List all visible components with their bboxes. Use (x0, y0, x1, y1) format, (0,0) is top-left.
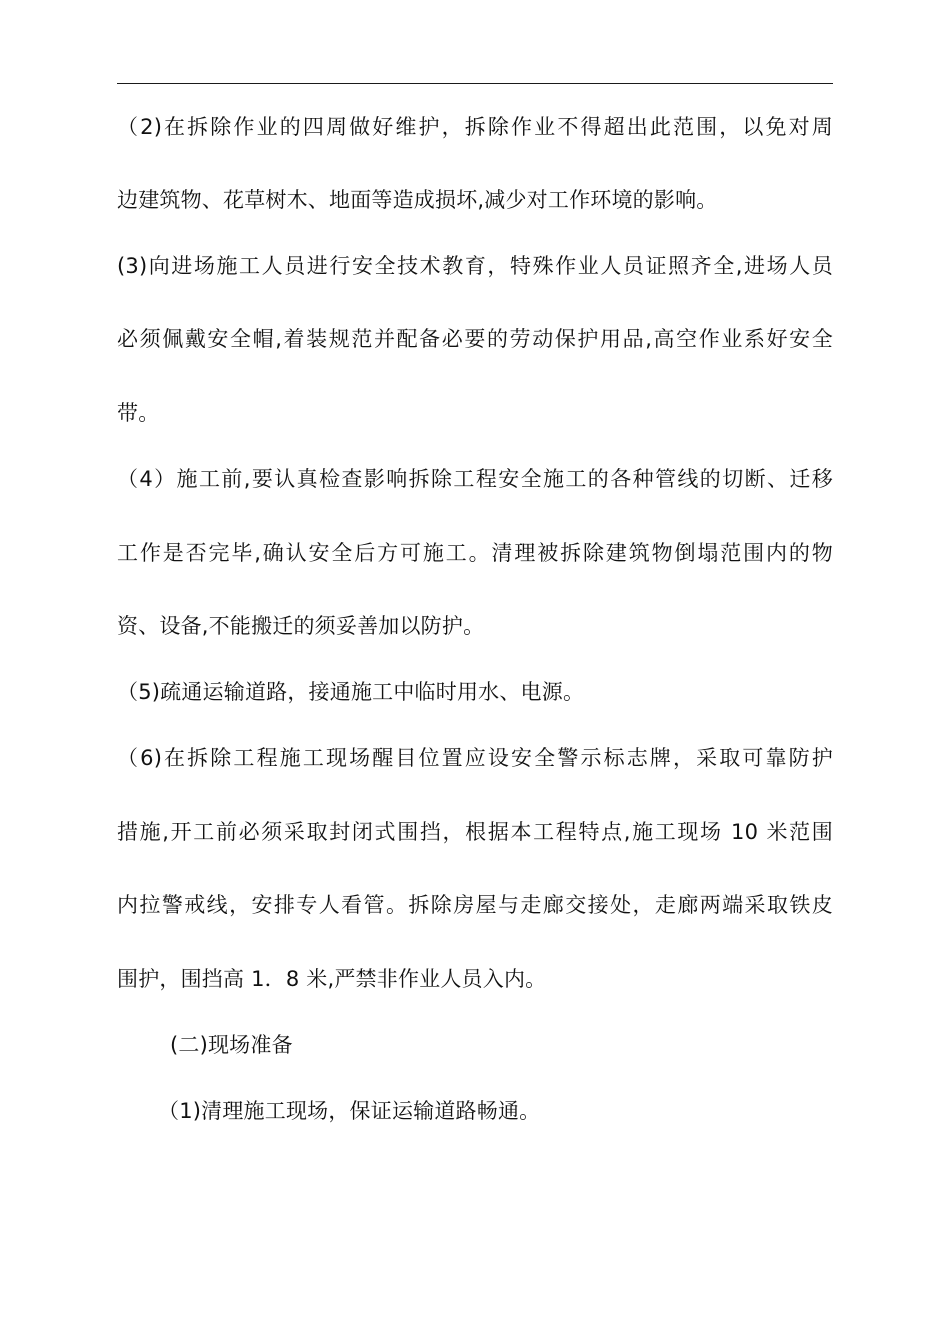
text-line: （4）施工前,要认真检查影响拆除工程安全施工的各种管线的切断、迁移 (117, 467, 833, 491)
text-line: 带。 (117, 401, 160, 425)
text-line: （5)疏通运输道路，接通施工中临时用水、电源。 (117, 680, 585, 704)
text-line: 工作是否完毕,确认安全后方可施工。清理被拆除建筑物倒塌范围内的物 (117, 541, 833, 565)
text-line: 边建筑物、花草树木、地面等造成损坏,减少对工作环境的影响。 (117, 188, 718, 212)
text-line: 围护，围挡高 1．8 米,严禁非作业人员入内。 (117, 967, 547, 991)
text-line: （1)清理施工现场，保证运输道路畅通。 (158, 1099, 541, 1123)
text-line: 资、设备,不能搬迁的须妥善加以防护。 (117, 614, 485, 638)
section-heading: (二)现场准备 (170, 1033, 293, 1057)
text-line: (3)向进场施工人员进行安全技术教育，特殊作业人员证照齐全,进场人员 (117, 254, 833, 278)
text-line: （6)在拆除工程施工现场醒目位置应设安全警示标志牌，采取可靠防护 (117, 746, 833, 770)
text-line: 内拉警戒线，安排专人看管。拆除房屋与走廊交接处，走廊两端采取铁皮 (117, 893, 833, 917)
text-line: （2)在拆除作业的四周做好维护，拆除作业不得超出此范围，以免对周 (117, 115, 833, 139)
text-line: 必须佩戴安全帽,着装规范并配备必要的劳动保护用品,高空作业系好安全 (117, 327, 833, 351)
text-line: 措施,开工前必须采取封闭式围挡，根据本工程特点,施工现场 10 米范围 (117, 820, 833, 844)
top-rule (117, 83, 833, 84)
